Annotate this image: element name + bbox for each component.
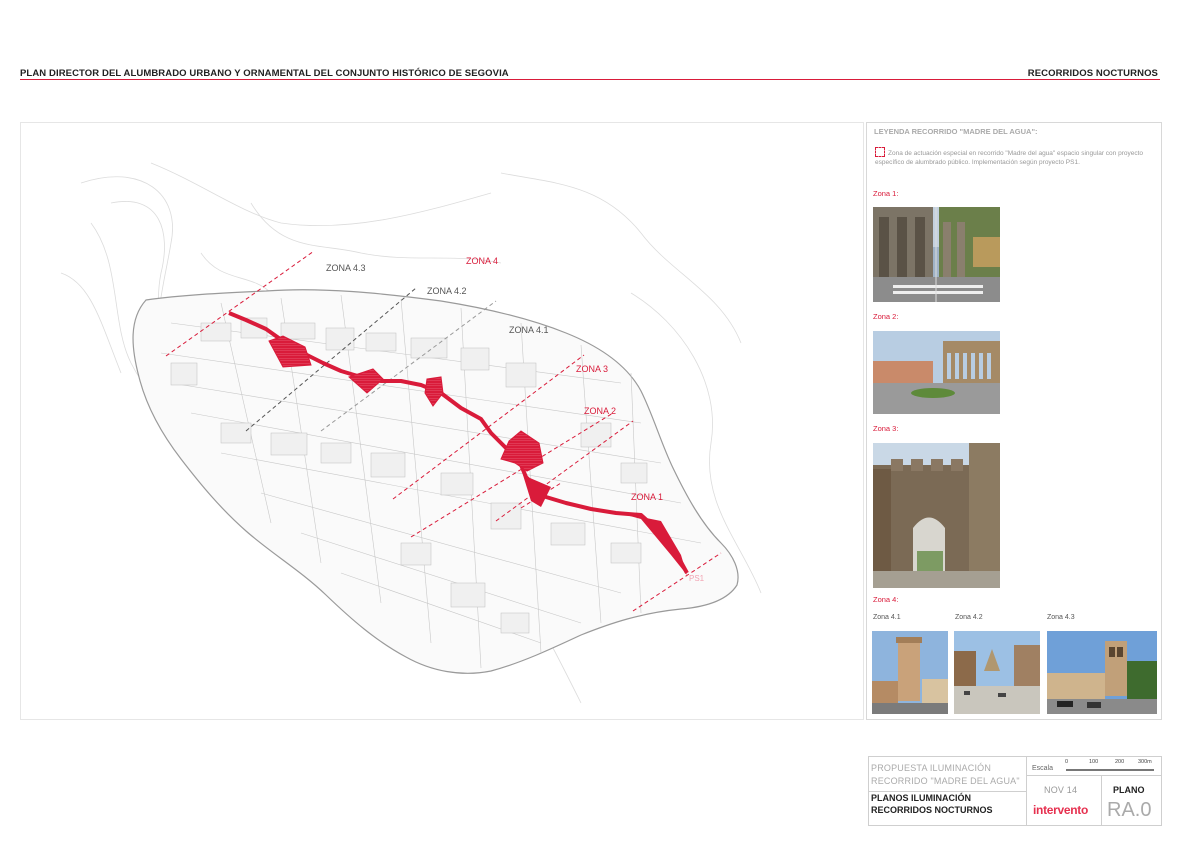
map-drawing	[21, 123, 863, 719]
zone-label-4-3: ZONA 4.3	[326, 263, 366, 273]
zone3-photo	[873, 443, 1000, 588]
scale-tick-0: 0	[1065, 759, 1069, 765]
scale-tick-100: 100	[1089, 759, 1099, 765]
section-title: RECORRIDOS NOCTURNOS	[1027, 68, 1158, 79]
zone1-photo	[873, 207, 1000, 302]
scale-line	[1066, 769, 1154, 771]
tb-divider-2	[1101, 775, 1102, 825]
plano-label: PLANO	[1113, 785, 1145, 795]
special-zone-icon	[875, 147, 885, 157]
tower-photo	[872, 631, 948, 714]
zone-label-2: ZONA 2	[584, 406, 617, 416]
legend-description	[875, 147, 1155, 167]
scale-bar	[1061, 759, 1159, 775]
zone-label-4-2: ZONA 4.2	[427, 286, 467, 296]
title-block	[868, 756, 1162, 826]
plaza-photo	[873, 331, 1000, 414]
document-title: PLAN DIRECTOR DEL ALUMBRADO URBANO Y ORNAMENTAL DEL CONJUNTO HISTÓRICO DE SEGOVIA	[20, 68, 509, 79]
square-photo	[954, 631, 1040, 714]
zone43-label: Zona 4.3	[1047, 614, 1075, 621]
scale-tick-200: 200	[1115, 759, 1125, 765]
city-map	[20, 122, 864, 720]
zone-label-1: ZONA 1	[631, 492, 664, 502]
plan-line1: PLANOS ILUMINACIÓN	[871, 793, 971, 803]
zone2-photo	[873, 331, 1000, 414]
proposal-line1: PROPUESTA ILUMINACIÓN	[871, 763, 992, 773]
zone1-label: Zona 1:	[873, 189, 899, 198]
zone41-label: Zona 4.1	[873, 614, 901, 621]
proposal-line2: RECORRIDO "MADRE DEL AGUA"	[871, 776, 1020, 786]
legend-title: LEYENDA RECORRIDO "MADRE DEL AGUA":	[874, 127, 1038, 136]
plan-line2: RECORRIDOS NOCTURNOS	[871, 805, 993, 815]
header-rule	[20, 79, 1160, 80]
ps1-marker: PS1	[689, 574, 705, 583]
scale-label: Escala	[1032, 765, 1054, 772]
zone41-photo	[872, 631, 948, 714]
aqueduct-photo	[873, 207, 1000, 302]
zone3-label: Zona 3:	[873, 424, 899, 433]
tb-divider-4	[869, 791, 1026, 792]
gate-photo	[873, 443, 1000, 588]
legend-panel	[866, 122, 1162, 720]
zone43-photo	[1047, 631, 1157, 714]
church-photo	[1047, 631, 1157, 714]
zone-label-3: ZONA 3	[576, 364, 609, 374]
zone2-label: Zona 2:	[873, 312, 899, 321]
zone-label-4-1: ZONA 4.1	[509, 325, 549, 335]
zone42-photo	[954, 631, 1040, 714]
tb-divider-3	[1026, 775, 1161, 776]
brand-logo: intervento	[1033, 803, 1089, 817]
tb-divider-1	[1026, 757, 1027, 825]
legend-description-text: Zona de actuación especial en recorrido "Madre del agua" espacio singular con proyecto específico de alumbrado público. Implementación según proyecto PS1.	[875, 150, 1144, 166]
plano-code: RA.0	[1107, 799, 1152, 821]
date: NOV 14	[1044, 785, 1078, 795]
zone4-label: Zona 4:	[873, 595, 899, 604]
zone-label-4: ZONA 4	[466, 256, 499, 266]
zone42-label: Zona 4.2	[955, 614, 983, 621]
scale-tick-300: 300m	[1138, 759, 1152, 765]
